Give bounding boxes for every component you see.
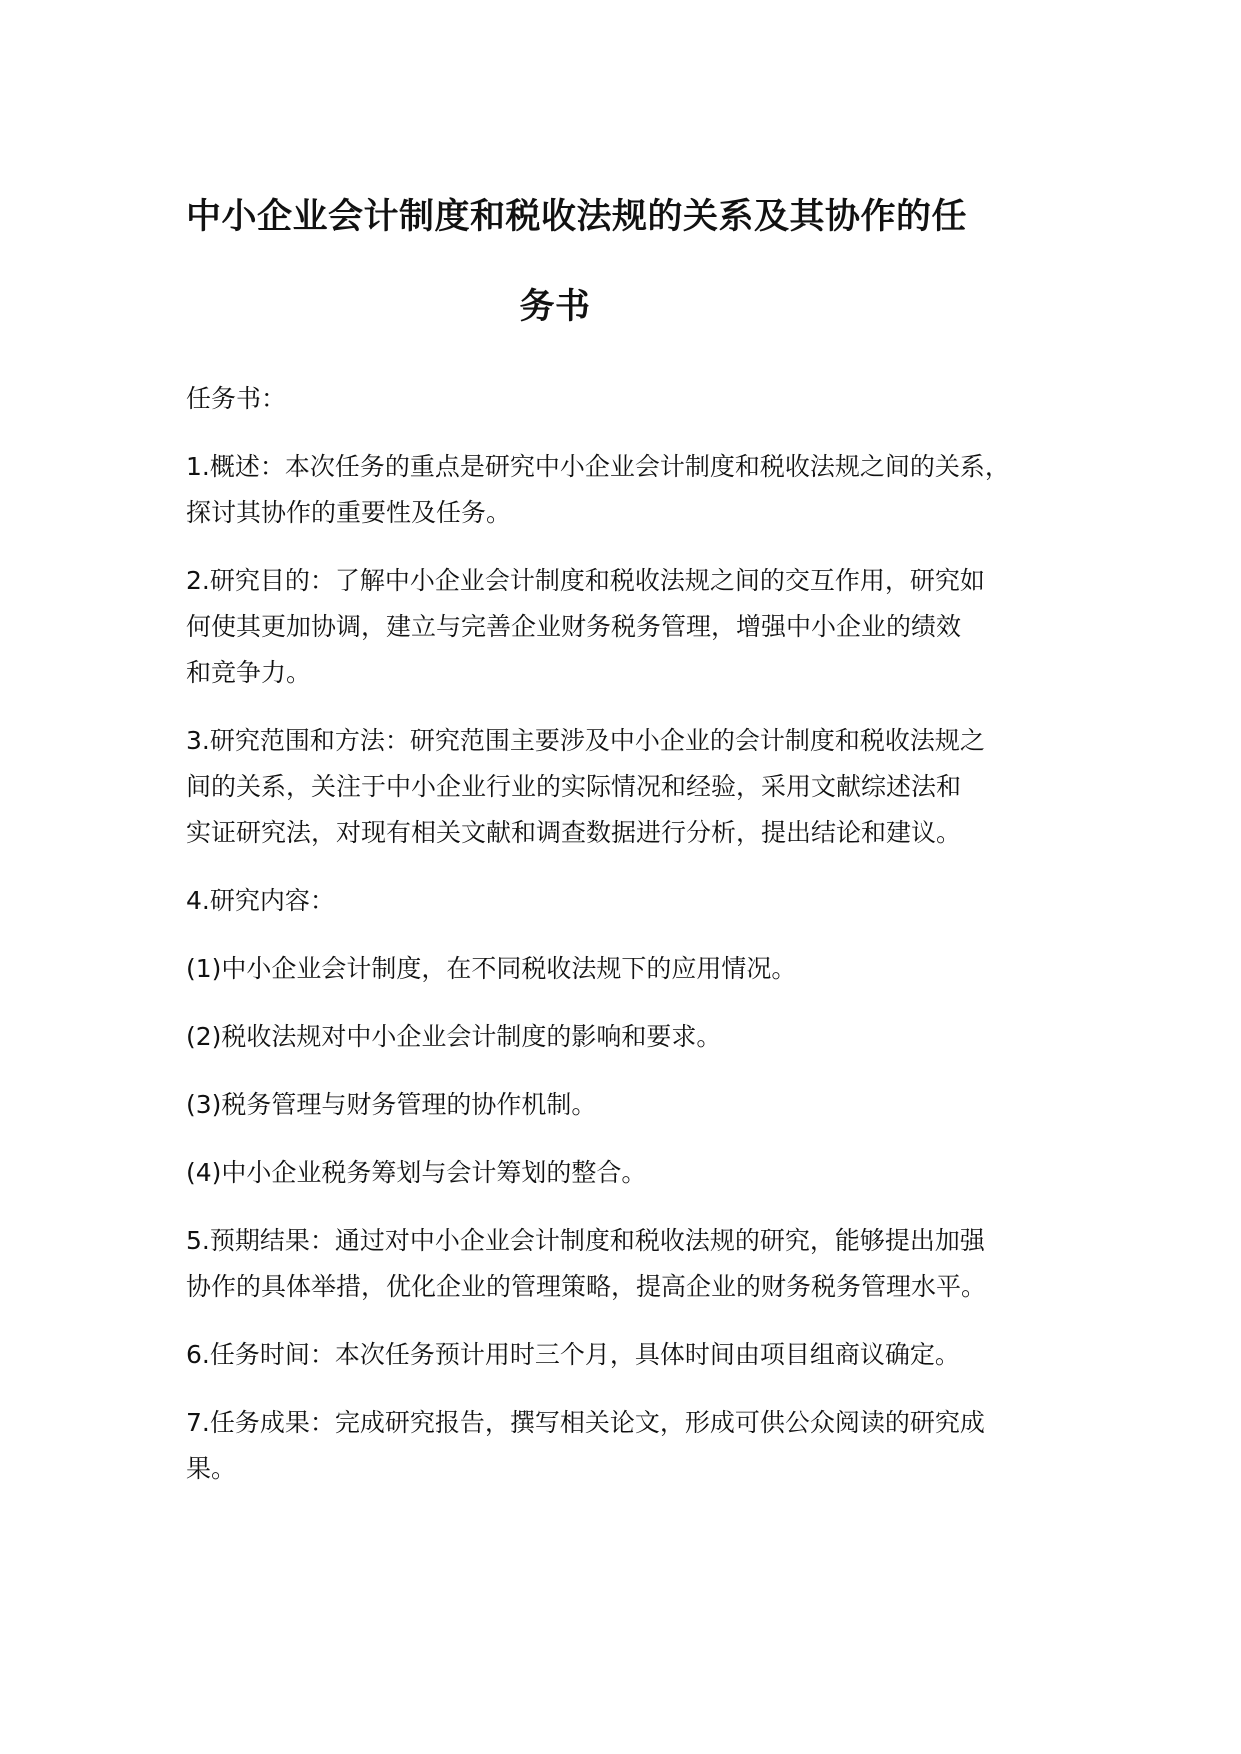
document-body	[186, 376, 1086, 1514]
text-line: (1)中小企业会计制度，在不同税收法规下的应用情况。	[186, 954, 797, 983]
paragraph-purpose	[186, 558, 1086, 696]
paragraph-content-heading	[186, 878, 1086, 924]
text-line: 实证研究法，对现有相关文献和调查数据进行分析，提出结论和建议。	[186, 818, 962, 847]
text-line: (2)税收法规对中小企业会计制度的影响和要求。	[186, 1022, 722, 1051]
paragraph-content-item-3	[186, 1082, 1086, 1128]
paragraph-expected-results	[186, 1218, 1086, 1310]
paragraph-heading	[186, 376, 1086, 422]
text-line: 任务书：	[186, 384, 287, 413]
text-line: 5.预期结果：通过对中小企业会计制度和税收法规的研究，能够提出加强	[186, 1226, 985, 1255]
paragraph-content-item-4	[186, 1150, 1086, 1196]
text-line: 何使其更加协调，建立与完善企业财务税务管理，增强中小企业的绩效	[186, 612, 962, 641]
text-line: 和竞争力。	[186, 658, 312, 687]
text-line: 间的关系，关注于中小企业行业的实际情况和经验，采用文献综述法和	[186, 772, 962, 801]
title-line-2: 务书	[519, 287, 591, 327]
text-line: 3.研究范围和方法：研究范围主要涉及中小企业的会计制度和税收法规之	[186, 726, 985, 755]
text-line: 6.任务时间：本次任务预计用时三个月，具体时间由项目组商议确定。	[186, 1340, 960, 1369]
text-line: 2.研究目的：了解中小企业会计制度和税收法规之间的交互作用，研究如	[186, 566, 985, 595]
text-line: (3)税务管理与财务管理的协作机制。	[186, 1090, 597, 1119]
text-line: 4.研究内容：	[186, 886, 335, 915]
paragraph-content-item-2	[186, 1014, 1086, 1060]
text-line: 协作的具体举措，优化企业的管理策略，提高企业的财务税务管理水平。	[186, 1272, 987, 1301]
text-line: 探讨其协作的重要性及任务。	[186, 498, 512, 527]
paragraph-scope-method	[186, 718, 1086, 856]
paragraph-timeline	[186, 1332, 1086, 1378]
text-line: 果。	[186, 1454, 237, 1483]
text-line: 7.任务成果：完成研究报告，撰写相关论文，形成可供公众阅读的研究成	[186, 1408, 985, 1437]
paragraph-content-item-1	[186, 946, 1086, 992]
text-line: (4)中小企业税务筹划与会计筹划的整合。	[186, 1158, 647, 1187]
title-line-1: 中小企业会计制度和税收法规的关系及其协作的任	[186, 197, 968, 237]
paragraph-deliverables	[186, 1400, 1086, 1492]
paragraph-overview	[186, 444, 1086, 536]
document-title	[186, 172, 1086, 352]
text-line: 1.概述：本次任务的重点是研究中小企业会计制度和税收法规之间的关系，	[186, 452, 1010, 481]
